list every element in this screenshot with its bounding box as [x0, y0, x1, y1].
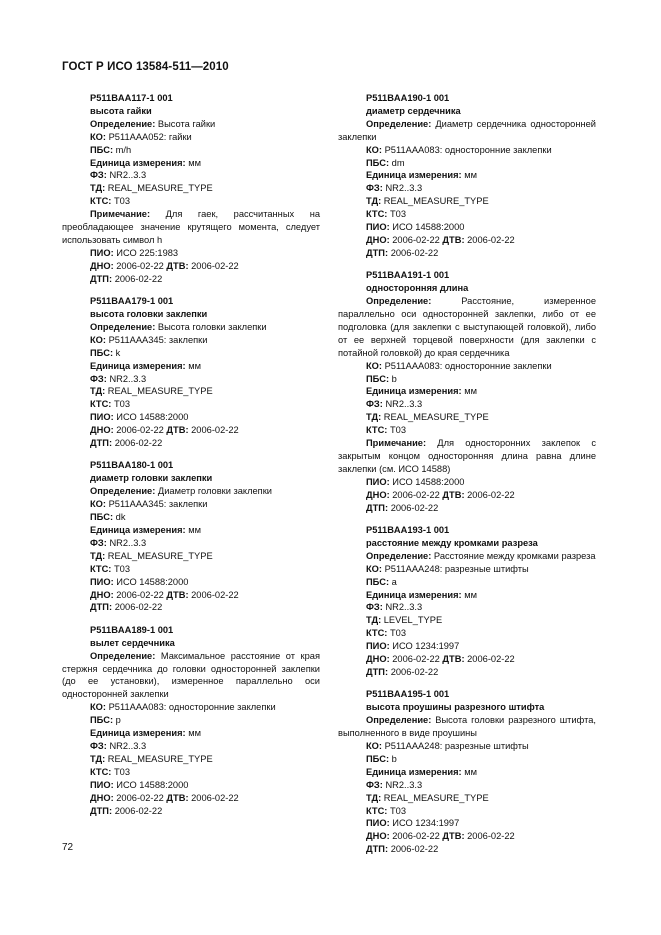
entry-pbs — [338, 753, 596, 766]
entry-pio — [62, 247, 320, 260]
entry-unit — [338, 589, 596, 602]
definition-value: Расстояние, измеренное параллельно оси односторонней заклепки, либо от ее подголовка (для заклепки с выступающей головкой), либо от ее верхней торцевой поверхности (для заклепки с потайной головкой) до края сердечника — [338, 296, 596, 358]
kts-label: КТС: — [366, 628, 388, 639]
definition-label: Определение: — [90, 650, 156, 661]
entry-fz — [62, 373, 320, 386]
fz-label: ФЗ: — [90, 170, 107, 181]
dno-label: ДНО: — [90, 792, 114, 803]
td-label: ТД: — [90, 753, 106, 764]
fz-value: NR2..3.3 — [109, 170, 147, 181]
td-value: REAL_MEASURE_TYPE — [383, 196, 489, 207]
dno-value: 2006-02-22 — [392, 831, 440, 842]
entry-ko — [62, 701, 320, 714]
pbs-value: p — [115, 715, 121, 726]
entry-pio — [338, 221, 596, 234]
td-label: ТД: — [366, 196, 382, 207]
entry-kts — [62, 766, 320, 779]
entry-pbs — [62, 144, 320, 157]
pbs-label: ПБС: — [366, 157, 390, 168]
dtv-label: ДТВ: — [442, 234, 465, 245]
entry-code: P511BAA195-1 001 — [366, 689, 450, 700]
entry-dno-dtv — [62, 424, 320, 437]
dtp-label: ДТП: — [366, 502, 389, 513]
kts-label: КТС: — [90, 399, 112, 410]
entry-ko — [338, 144, 596, 157]
dtp-value: 2006-02-22 — [114, 602, 163, 613]
entry-dno-dtv — [338, 234, 596, 247]
entry-td — [338, 195, 596, 208]
pbs-label: ПБС: — [366, 576, 390, 587]
entry-kts — [338, 208, 596, 221]
entry-fz — [338, 398, 596, 411]
dtv-label: ДТВ: — [442, 489, 465, 500]
entry-right-2 — [338, 269, 596, 514]
entry-pbs — [338, 576, 596, 589]
td-label: ТД: — [366, 412, 382, 423]
unit-value: мм — [464, 589, 477, 600]
entry-ko — [62, 334, 320, 347]
entry-ko — [338, 563, 596, 576]
pio-label: ПИО: — [90, 247, 114, 258]
entry-left-4 — [62, 624, 320, 818]
fz-value: NR2..3.3 — [385, 399, 423, 410]
td-value: REAL_MEASURE_TYPE — [107, 550, 213, 561]
definition-value: Диаметр сердечника односторонней заклепки — [338, 118, 596, 142]
fz-value: NR2..3.3 — [385, 183, 423, 194]
unit-label: Единица измерения: — [366, 386, 462, 397]
entry-td — [62, 385, 320, 398]
entry-name: высота проушины разрезного штифта — [366, 702, 545, 713]
entry-dtp — [62, 805, 320, 818]
dno-value: 2006-02-22 — [116, 589, 164, 600]
entry-kts — [62, 563, 320, 576]
kts-label: КТС: — [90, 196, 112, 207]
dtv-value: 2006-02-22 — [191, 425, 239, 436]
td-value: REAL_MEASURE_TYPE — [107, 183, 213, 194]
ko-value: P511AAA345: заклепки — [108, 499, 208, 510]
unit-value: мм — [188, 728, 201, 739]
pio-value: ИСО 14588:2000 — [116, 779, 189, 790]
dno-label: ДНО: — [366, 654, 390, 665]
td-label: ТД: — [90, 386, 106, 397]
td-label: ТД: — [90, 550, 106, 561]
fz-label: ФЗ: — [366, 602, 383, 613]
entry-definition — [62, 650, 320, 702]
unit-value: мм — [464, 170, 477, 181]
entry-pio — [338, 476, 596, 489]
unit-value: мм — [188, 157, 201, 168]
entry-pio — [338, 640, 596, 653]
definition-value: Высота гайки — [157, 118, 216, 129]
entry-ko — [338, 360, 596, 373]
pbs-value: dk — [115, 512, 126, 523]
fz-value: NR2..3.3 — [385, 779, 423, 790]
pio-label: ПИО: — [366, 476, 390, 487]
entry-fz — [62, 169, 320, 182]
entry-definition — [338, 714, 596, 740]
td-value: REAL_MEASURE_TYPE — [383, 412, 489, 423]
kts-value: T03 — [390, 209, 407, 220]
pio-label: ПИО: — [90, 412, 114, 423]
entry-ko — [338, 740, 596, 753]
pbs-value: dm — [391, 157, 405, 168]
definition-value: Диаметр головки заклепки — [157, 486, 272, 497]
entry-kts — [338, 424, 596, 437]
dtp-value: 2006-02-22 — [390, 247, 439, 258]
td-value: REAL_MEASURE_TYPE — [107, 386, 213, 397]
dtp-value: 2006-02-22 — [390, 502, 439, 513]
ko-label: КО: — [366, 360, 383, 371]
entry-kts — [62, 195, 320, 208]
entry-name: диаметр сердечника — [366, 105, 461, 116]
fz-label: ФЗ: — [366, 183, 383, 194]
ko-label: КО: — [366, 741, 383, 751]
ko-label: КО: — [90, 499, 107, 510]
entry-kts — [338, 627, 596, 640]
dno-label: ДНО: — [366, 234, 390, 245]
entry-definition — [62, 485, 320, 498]
fz-label: ФЗ: — [90, 373, 107, 384]
dtv-value: 2006-02-22 — [467, 234, 515, 245]
unit-label: Единица измерения: — [90, 525, 186, 535]
pbs-label: ПБС: — [90, 347, 114, 358]
kts-value: T03 — [114, 196, 131, 207]
pbs-label: ПБС: — [90, 144, 114, 155]
entry-note — [338, 437, 596, 476]
entry-td — [62, 753, 320, 766]
kts-label: КТС: — [90, 766, 112, 777]
dno-value: 2006-02-22 — [392, 234, 440, 245]
dtv-label: ДТВ: — [166, 425, 189, 436]
ko-value: P511AAA052: гайки — [108, 131, 192, 142]
entry-td — [62, 550, 320, 563]
pio-label: ПИО: — [90, 779, 114, 790]
entry-right-3 — [338, 524, 596, 679]
kts-value: T03 — [390, 425, 407, 436]
ko-value: P511AAA083: односторонние заклепки — [108, 702, 276, 713]
dtp-label: ДТП: — [366, 666, 389, 677]
dtv-value: 2006-02-22 — [467, 489, 515, 500]
pio-label: ПИО: — [366, 641, 390, 652]
unit-value: мм — [188, 525, 201, 535]
entry-name: вылет сердечника — [90, 637, 175, 648]
entry-kts — [62, 398, 320, 411]
dno-label: ДНО: — [90, 589, 114, 600]
fz-value: NR2..3.3 — [385, 602, 423, 613]
entry-note — [62, 208, 320, 247]
entry-dtp — [338, 843, 596, 856]
document-header: ГОСТ Р ИСО 13584-511—2010 — [62, 61, 229, 73]
entry-left-2 — [62, 295, 320, 450]
left-column — [62, 92, 320, 827]
dno-label: ДНО: — [366, 489, 390, 500]
pbs-label: ПБС: — [366, 753, 390, 764]
kts-value: T03 — [114, 399, 131, 410]
entry-name: высота гайки — [90, 105, 152, 116]
dtp-label: ДТП: — [90, 438, 113, 449]
entry-definition — [338, 295, 596, 360]
fz-label: ФЗ: — [90, 537, 107, 548]
entry-td — [338, 411, 596, 424]
td-value: REAL_MEASURE_TYPE — [383, 792, 489, 803]
pbs-value: a — [391, 576, 397, 587]
entry-pbs — [338, 157, 596, 170]
ko-label: КО: — [90, 334, 107, 345]
dno-value: 2006-02-22 — [116, 260, 164, 271]
entry-dno-dtv — [62, 589, 320, 602]
dtv-label: ДТВ: — [166, 260, 189, 271]
pio-value: ИСО 14588:2000 — [116, 412, 189, 423]
entry-unit — [338, 169, 596, 182]
dno-label: ДНО: — [90, 425, 114, 436]
dtp-label: ДТП: — [90, 602, 113, 613]
unit-label: Единица измерения: — [90, 157, 186, 168]
pio-value: ИСО 14588:2000 — [392, 222, 465, 233]
page-number: 72 — [62, 842, 74, 853]
note-value: Для односторонних заклепок с закрытым концом односторонняя длина равна длине заклепки (см. ИСО 14588) — [338, 438, 596, 474]
entry-dno-dtv — [338, 653, 596, 666]
pbs-value: m/h — [115, 144, 132, 155]
entry-dtp — [62, 437, 320, 450]
entry-pbs — [338, 373, 596, 386]
entry-dtp — [338, 502, 596, 515]
entry-dtp — [62, 273, 320, 286]
definition-value: Высота головки разрезного штифта, выполненного в виде проушины — [338, 715, 596, 739]
dno-value: 2006-02-22 — [116, 792, 164, 803]
entry-dno-dtv — [338, 830, 596, 843]
unit-label: Единица измерения: — [366, 170, 462, 181]
dtp-label: ДТП: — [90, 273, 113, 284]
entry-td — [338, 614, 596, 627]
pio-value: ИСО 1234:1997 — [392, 641, 460, 652]
entry-pio — [62, 779, 320, 792]
td-label: ТД: — [90, 183, 106, 194]
entry-kts — [338, 805, 596, 818]
entry-dtp — [338, 247, 596, 260]
dtp-label: ДТП: — [366, 844, 389, 855]
dtv-value: 2006-02-22 — [467, 654, 515, 665]
entry-dtp — [338, 666, 596, 679]
entry-pio — [338, 817, 596, 830]
pio-value: ИСО 14588:2000 — [116, 576, 189, 587]
entry-left-1 — [62, 92, 320, 286]
definition-label: Определение: — [366, 296, 432, 307]
pbs-value: b — [391, 753, 397, 764]
dtv-label: ДТВ: — [442, 654, 465, 665]
dtv-value: 2006-02-22 — [191, 792, 239, 803]
ko-label: КО: — [90, 702, 107, 713]
entry-code: P511BAA189-1 001 — [90, 624, 174, 635]
entry-td — [62, 182, 320, 195]
entry-dtp — [62, 601, 320, 614]
dtv-label: ДТВ: — [166, 589, 189, 600]
entry-fz — [338, 779, 596, 792]
entry-right-1 — [338, 92, 596, 260]
entry-code: P511BAA180-1 001 — [90, 460, 174, 471]
fz-label: ФЗ: — [366, 779, 383, 790]
definition-value: Высота головки заклепки — [157, 321, 267, 332]
dno-value: 2006-02-22 — [392, 654, 440, 665]
definition-value: Максимальное расстояние от края стержня сердечника до головки односторонней заклепки (до ее установки), измеренное параллельно оси односторонней заклепки — [62, 650, 320, 700]
dtv-value: 2006-02-22 — [191, 589, 239, 600]
dtv-value: 2006-02-22 — [467, 831, 515, 842]
td-label: ТД: — [366, 792, 382, 803]
kts-value: T03 — [114, 766, 131, 777]
td-value: REAL_MEASURE_TYPE — [107, 753, 213, 764]
dno-label: ДНО: — [90, 260, 114, 271]
dtp-value: 2006-02-22 — [114, 273, 163, 284]
entry-name: односторонняя длина — [366, 283, 469, 294]
fz-label: ФЗ: — [366, 399, 383, 410]
unit-value: мм — [464, 386, 477, 397]
note-label: Примечание: — [366, 438, 427, 449]
entry-fz — [338, 601, 596, 614]
ko-value: P511AAA248: разрезные штифты — [384, 741, 529, 751]
definition-label: Определение: — [90, 486, 156, 497]
dtv-value: 2006-02-22 — [191, 260, 239, 271]
dno-label: ДНО: — [366, 831, 390, 842]
note-label: Примечание: — [90, 209, 151, 220]
kts-label: КТС: — [366, 805, 388, 816]
unit-value: мм — [188, 360, 201, 371]
pbs-label: ПБС: — [366, 373, 390, 384]
pbs-label: ПБС: — [90, 715, 114, 726]
kts-value: T03 — [390, 805, 407, 816]
entry-code: P511BAA190-1 001 — [366, 93, 450, 103]
pio-value: ИСО 225:1983 — [116, 247, 179, 258]
entry-name: расстояние между кромками разреза — [366, 537, 538, 548]
dtp-value: 2006-02-22 — [390, 666, 439, 677]
kts-label: КТС: — [90, 563, 112, 574]
unit-label: Единица измерения: — [366, 766, 462, 777]
entry-fz — [62, 740, 320, 753]
kts-value: T03 — [390, 628, 407, 639]
dno-value: 2006-02-22 — [116, 425, 164, 436]
kts-label: КТС: — [366, 209, 388, 220]
pbs-value: b — [391, 373, 397, 384]
entry-pbs — [62, 511, 320, 524]
entry-ko — [62, 498, 320, 511]
dtp-value: 2006-02-22 — [390, 844, 439, 855]
dtp-value: 2006-02-22 — [114, 438, 163, 449]
kts-label: КТС: — [366, 425, 388, 436]
pio-label: ПИО: — [90, 576, 114, 587]
note-value: Для гаек, рассчитанных на преобладающее значение крутящего момента, следует использовать символ h — [62, 209, 320, 245]
ko-value: P511AAA083: односторонние заклепки — [384, 144, 552, 155]
fz-label: ФЗ: — [90, 741, 107, 751]
definition-value: Расстояние между кромками разреза — [433, 550, 596, 561]
entry-td — [338, 792, 596, 805]
dtp-label: ДТП: — [90, 805, 113, 816]
entry-unit — [338, 385, 596, 398]
definition-label: Определение: — [90, 321, 156, 332]
entry-code: P511BAA117-1 001 — [90, 93, 173, 103]
unit-value: мм — [464, 766, 477, 777]
entry-definition — [62, 321, 320, 334]
entry-left-3 — [62, 459, 320, 614]
ko-value: P511AAA345: заклепки — [108, 334, 208, 345]
entry-dno-dtv — [62, 792, 320, 805]
entry-unit — [62, 524, 320, 537]
entry-pio — [62, 576, 320, 589]
fz-value: NR2..3.3 — [109, 373, 147, 384]
entry-unit — [62, 360, 320, 373]
dtp-value: 2006-02-22 — [114, 805, 163, 816]
right-column — [338, 92, 596, 866]
pio-label: ПИО: — [366, 818, 390, 829]
entry-dno-dtv — [338, 489, 596, 502]
pio-value: ИСО 14588:2000 — [392, 476, 465, 487]
entry-unit — [62, 157, 320, 170]
entry-pio — [62, 411, 320, 424]
entry-code: P511BAA191-1 001 — [366, 270, 450, 281]
dno-value: 2006-02-22 — [392, 489, 440, 500]
definition-label: Определение: — [366, 118, 432, 129]
unit-label: Единица измерения: — [90, 360, 186, 371]
definition-label: Определение: — [90, 118, 156, 129]
dtv-label: ДТВ: — [166, 792, 189, 803]
td-label: ТД: — [366, 615, 382, 626]
entry-name: высота головки заклепки — [90, 309, 208, 319]
pbs-value: k — [115, 347, 121, 358]
definition-label: Определение: — [366, 550, 432, 561]
entry-unit — [338, 766, 596, 779]
fz-value: NR2..3.3 — [109, 537, 147, 548]
entry-right-4 — [338, 688, 596, 856]
unit-label: Единица измерения: — [90, 728, 186, 739]
pio-label: ПИО: — [366, 222, 390, 233]
entry-definition — [338, 118, 596, 144]
ko-value: P511AAA248: разрезные штифты — [384, 563, 529, 574]
ko-value: P511AAA083: односторонние заклепки — [384, 360, 552, 371]
entry-definition — [338, 550, 596, 563]
dtv-label: ДТВ: — [442, 831, 465, 842]
pio-value: ИСО 1234:1997 — [392, 818, 460, 829]
ko-label: КО: — [366, 563, 383, 574]
ko-label: КО: — [90, 131, 107, 142]
entry-fz — [338, 182, 596, 195]
entry-unit — [62, 727, 320, 740]
dtp-label: ДТП: — [366, 247, 389, 258]
td-value: LEVEL_TYPE — [383, 615, 443, 626]
entry-pbs — [62, 347, 320, 360]
unit-label: Единица измерения: — [366, 589, 462, 600]
entry-definition — [62, 118, 320, 131]
kts-value: T03 — [114, 563, 131, 574]
definition-label: Определение: — [366, 715, 432, 726]
entry-fz — [62, 537, 320, 550]
entry-dno-dtv — [62, 260, 320, 273]
entry-code: P511BAA179-1 001 — [90, 296, 174, 307]
entry-ko — [62, 131, 320, 144]
fz-value: NR2..3.3 — [109, 741, 147, 751]
entry-name: диаметр головки заклепки — [90, 473, 213, 484]
pbs-label: ПБС: — [90, 512, 114, 523]
ko-label: КО: — [366, 144, 383, 155]
entry-pbs — [62, 714, 320, 727]
entry-code: P511BAA193-1 001 — [366, 525, 450, 535]
